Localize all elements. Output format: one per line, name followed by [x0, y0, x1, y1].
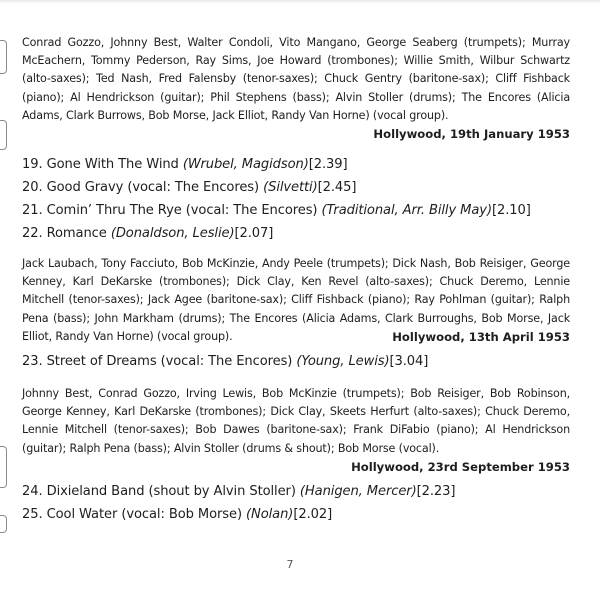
track-list — [22, 350, 570, 373]
binding-mark — [0, 515, 7, 533]
track-title: 25. Cool Water (vocal: Bob Morse) — [22, 506, 242, 522]
session-block-2 — [22, 255, 570, 373]
session-block-3 — [22, 385, 570, 526]
track-duration: [2.45] — [317, 180, 357, 196]
page-top-edge — [0, 0, 600, 4]
track-duration: [2.02] — [293, 506, 333, 522]
binding-mark — [0, 40, 7, 74]
track-item — [22, 350, 570, 373]
track-item — [22, 199, 570, 222]
track-composer: (Wrubel, Magidson) — [182, 157, 309, 173]
track-title: 20. Good Gravy (vocal: The Encores) — [22, 180, 260, 196]
track-duration: [2.07] — [234, 226, 274, 242]
session-block-1 — [22, 34, 570, 245]
session-location: Hollywood, 13th April 1953 — [392, 330, 570, 345]
track-item — [22, 222, 570, 245]
track-title: 24. Dixieland Band (shout by Alvin Stoller) — [22, 483, 296, 499]
track-title: 21. Comin’ Thru The Rye (vocal: The Encores) — [22, 203, 318, 219]
track-list — [22, 153, 570, 245]
track-title: 22. Romance — [22, 226, 107, 242]
session-location: Hollywood, 23rd September 1953 — [351, 459, 570, 474]
track-title: 23. Street of Dreams (vocal: The Encores) — [22, 354, 293, 370]
binding-mark — [0, 120, 7, 150]
track-composer: (Traditional, Arr. Billy May) — [321, 203, 492, 219]
track-duration: [2.10] — [491, 203, 531, 219]
track-list — [22, 480, 570, 526]
track-composer: (Nolan) — [246, 506, 294, 522]
track-composer: (Young, Lewis) — [296, 354, 390, 370]
track-duration: [2.23] — [416, 483, 456, 499]
track-composer: (Donaldson, Leslie) — [110, 226, 235, 242]
track-item — [22, 480, 570, 503]
discography-content — [22, 34, 570, 526]
session-personnel: Conrad Gozzo, Johnny Best, Walter Condoli, Vito Mangano, George Seaberg (trumpets); Murray McEachern, Tommy Pederson, Ray Sims, Joe Howard (trombones); Willie Smith, Wilbur Schwartz (alto-saxes); Ted Nash, Fred Falensby (tenor-saxes); Chuck Gentry (baritone-sax); Cliff Fishback (piano); Al Hendrickson (guitar); Phil Stephens (bass); Alvin Stoller (drums); The Encores (Alicia Adams, Clark Burrows, Bob Morse, Jack Elliot, Randy Van Horne) (vocal group). — [22, 36, 570, 122]
session-location: Hollywood, 19th January 1953 — [373, 127, 570, 142]
binding-mark — [0, 446, 7, 488]
session-personnel: Johnny Best, Conrad Gozzo, Irving Lewis, Bob McKinzie (trumpets); Bob Reisiger, Bob Robinson, George Kenney, Karl DeKarske (trombones); Dick Clay, Skeets Herfurt (alto-saxes); Chuck Deremo, Lennie Mitchell (tenor-saxes); Bob Dawes (baritone-sax); Frank DiFabio (piano); Al Hendrickson (guitar); Ralph Pena (bass); Alvin Stoller (drums & shout); Bob Morse (vocal). — [22, 387, 570, 455]
track-composer: (Hanigen, Mercer) — [299, 483, 417, 499]
track-composer: (Silvetti) — [263, 180, 318, 196]
session-personnel: Jack Laubach, Tony Facciuto, Bob McKinzie, Andy Peele (trumpets); Dick Nash, Bob Reisiger, George Kenney, Karl DeKarske (trombones); Dick Clay, Ken Revel (alto-saxes); Chuck Deremo, Lennie Mitchell (tenor-saxes); Jack Agee (baritone-sax); Cliff Fishback (piano); Ray Pohlman (guitar); Ralph Pena (bass); John Markham (drums); The Encores (Alicia Adams, Clark Burroughs, Bob Morse, Jack Elliot, Randy Van Horne) (vocal group). — [22, 257, 570, 343]
track-item — [22, 503, 570, 526]
track-item — [22, 176, 570, 199]
page-number: 7 — [286, 558, 294, 571]
track-title: 19. Gone With The Wind — [22, 157, 179, 173]
track-duration: [3.04] — [389, 354, 429, 370]
track-item — [22, 153, 570, 176]
track-duration: [2.39] — [308, 157, 348, 173]
